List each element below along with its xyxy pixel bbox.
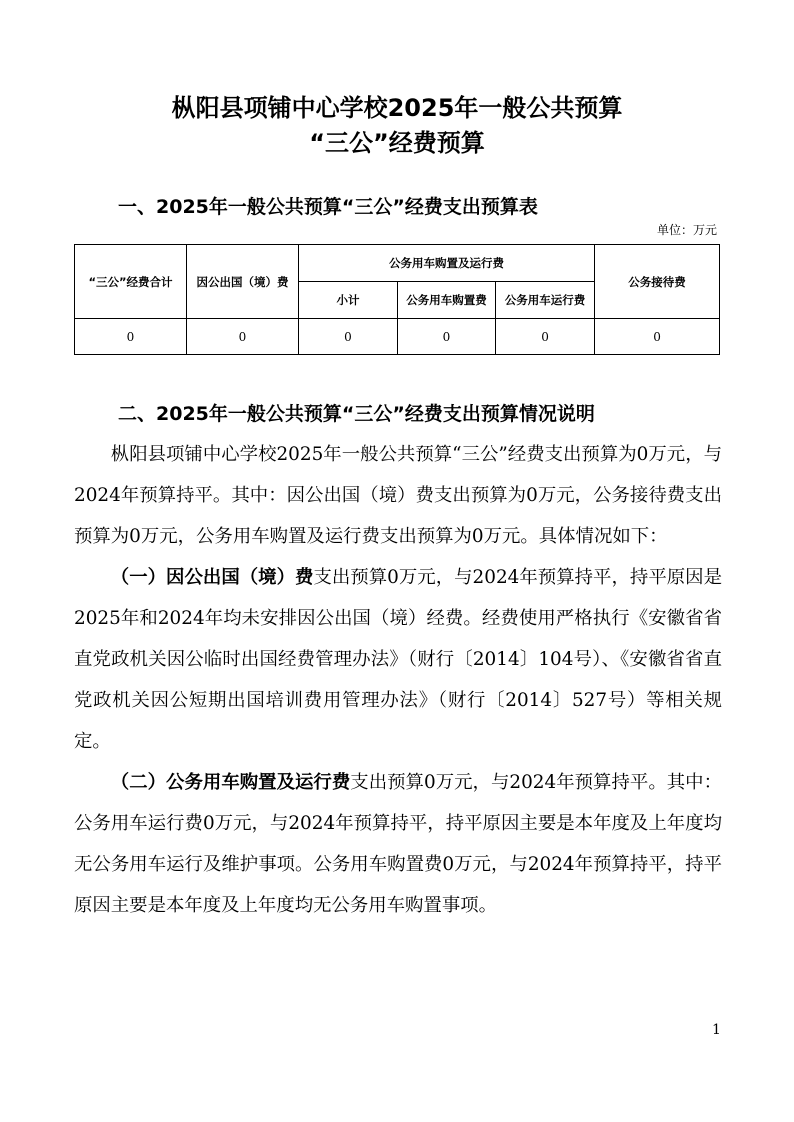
paragraph-abroad [74,557,722,762]
header-vehicle-group: 公务用车购置及运行费 [299,245,595,282]
value-vehicle-operation: 0 [496,319,595,355]
header-vehicle-purchase: 公务用车购置费 [398,282,496,319]
section2-heading: 二、2025年一般公共预算“三公”经费支出预算情况说明 [118,403,595,425]
value-vehicle-purchase: 0 [398,319,496,355]
paragraph-abroad-body: 支出预算0万元，与2024年预算持平，持平原因是2025年和2024年均未安排因公出国（境）经费。经费使用严格执行《安徽省省直党政机关因公临时出国经费管理办法》（财行〔2014〕104号）、《安徽省省直党政机关因公短期出国培训费用管理办法》（财行〔2014〕527号）等相关规定。 [74,567,722,752]
value-reception: 0 [595,319,720,355]
value-vehicle-subtotal: 0 [299,319,398,355]
table-header-row [75,245,720,282]
value-total: 0 [75,319,187,355]
paragraph-summary: 枞阳县项铺中心学校2025年一般公共预算“三公”经费支出预算为0万元，与2024年预算持平。其中：因公出国（境）费支出预算为0万元，公务接待费支出预算为0万元，公务用车购置及运行费支出预算为0万元。具体情况如下： [74,444,722,547]
page-number: 1 [712,1022,721,1038]
paragraph-abroad-lead: （一）因公出国（境）费 [110,567,314,588]
budget-table [74,244,720,355]
paragraph-vehicle-body: 支出预算0万元，与2024年预算持平。其中：公务用车运行费0万元，与2024年预算持平，持平原因主要是本年度及上年度均无公务用车运行及维护事项。公务用车购置费0万元，与2024年预算持平，持平原因主要是本年度及上年度均无公务用车购置事项。 [74,772,722,916]
header-vehicle-subtotal: 小计 [299,282,398,319]
paragraph-vehicle-lead: （二）公务用车购置及运行费 [110,772,351,793]
table-row [75,319,720,355]
description-body [74,434,722,926]
document-title-line2: “三公”经费预算 [309,129,485,157]
header-total: “三公”经费合计 [75,245,187,319]
unit-label: 单位：万元 [656,223,717,237]
document-title-line1: 枞阳县项铺中心学校2025年一般公共预算 [171,94,623,122]
header-vehicle-operation: 公务用车运行费 [496,282,595,319]
paragraph-vehicle [74,762,722,926]
header-abroad: 因公出国（境）费 [187,245,299,319]
section1-heading: 一、2025年一般公共预算“三公”经费支出预算表 [118,196,538,218]
header-reception: 公务接待费 [595,245,720,319]
value-abroad: 0 [187,319,299,355]
